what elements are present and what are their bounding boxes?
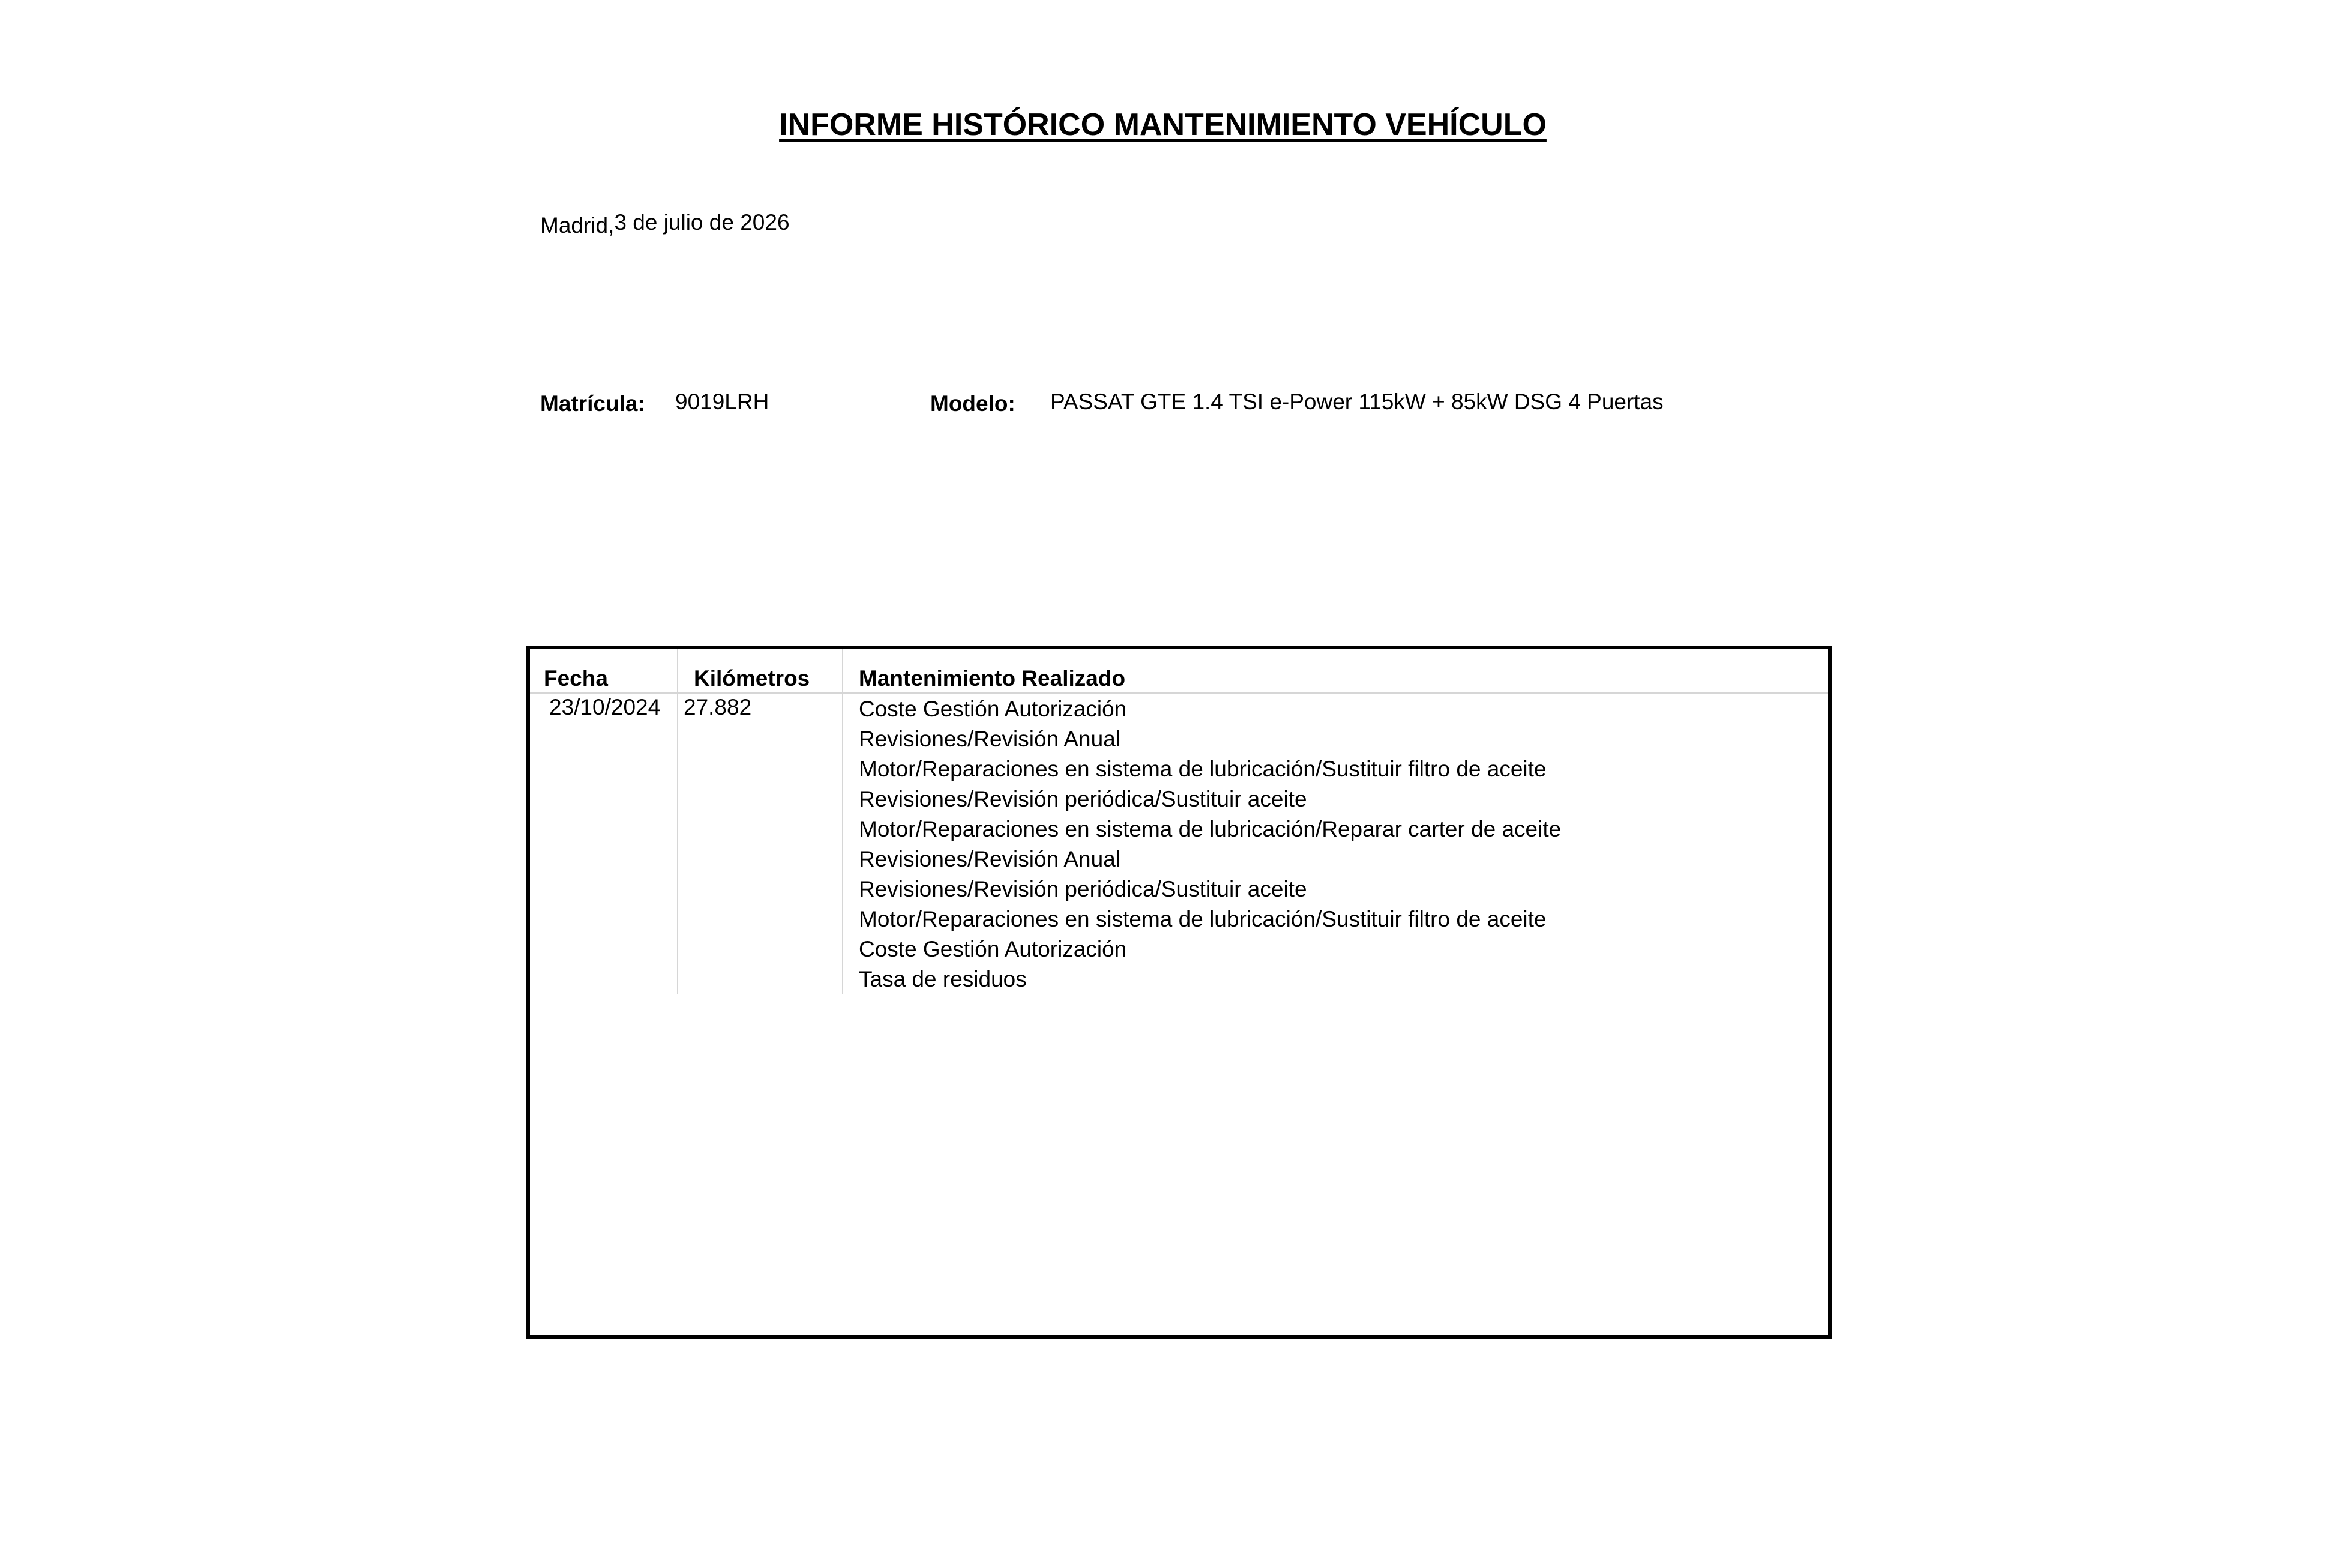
plate-value: 9019LRH [675, 389, 769, 414]
maintenance-item: Coste Gestión Autorización [859, 697, 1127, 721]
maintenance-item: Revisiones/Revisión periódica/Sustituir aceite [859, 877, 1307, 901]
header-maintenance: Mantenimiento Realizado [859, 666, 1126, 691]
header-km: Kilómetros [694, 666, 810, 691]
column-separator-2 [842, 649, 843, 994]
header-date: Fecha [544, 666, 608, 691]
header-divider [530, 692, 1828, 694]
maintenance-item: Motor/Reparaciones en sistema de lubricación/Reparar carter de aceite [859, 817, 1562, 841]
city: Madrid, [540, 213, 615, 238]
row-date: 23/10/2024 [549, 695, 661, 719]
model-value: PASSAT GTE 1.4 TSI e-Power 115kW + 85kW DSG 4 Puertas [1050, 389, 1664, 414]
model-label: Modelo: [930, 391, 1015, 416]
maintenance-item: Revisiones/Revisión periódica/Sustituir aceite [859, 787, 1307, 811]
row-km: 27.882 [684, 695, 752, 719]
column-separator-1 [677, 649, 678, 994]
plate-label: Matrícula: [540, 391, 645, 416]
place-date [540, 210, 790, 238]
maintenance-list [859, 694, 1561, 994]
report-title: INFORME HISTÓRICO MANTENIMIENTO VEHÍCULO [779, 107, 1547, 142]
maintenance-table [526, 646, 1832, 1339]
report-date: 3 de julio de 2026 [614, 210, 790, 235]
maintenance-item: Revisiones/Revisión Anual [859, 847, 1121, 871]
maintenance-item: Coste Gestión Autorización [859, 937, 1127, 961]
maintenance-item: Tasa de residuos [859, 967, 1027, 991]
maintenance-item: Motor/Reparaciones en sistema de lubricación/Sustituir filtro de aceite [859, 907, 1547, 931]
maintenance-item: Revisiones/Revisión Anual [859, 727, 1121, 751]
maintenance-item: Motor/Reparaciones en sistema de lubricación/Sustituir filtro de aceite [859, 757, 1547, 781]
